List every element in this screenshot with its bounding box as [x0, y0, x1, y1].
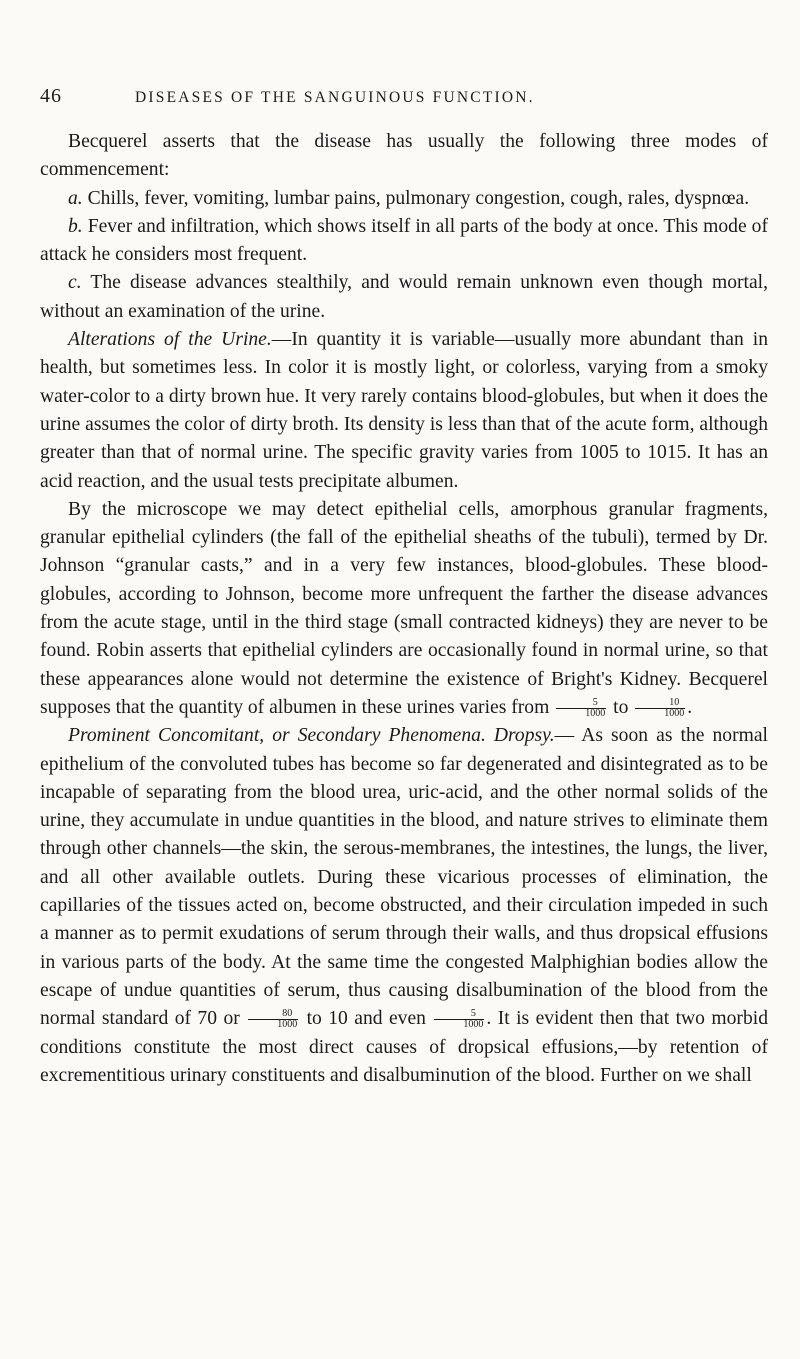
dropsy-mid-text: to 10 and even [306, 1008, 426, 1030]
mode-b-text: Fever and infiltration, which shows itself in all parts of the body at once. This mode of attack he considers most frequent. [40, 215, 768, 266]
page-header [40, 85, 770, 115]
fraction-numerator: 80 [248, 1009, 298, 1020]
fraction-denominator: 1000 [585, 707, 606, 719]
dropsy-text: — As soon as the normal epithelium of the convoluted tubes has become so far degenerated and disintegrated as to be incapable of separating from the blood urea, uric-acid, and the other normal solids of the urine, they accumulate in undue quantities in the blood, and nature strives to eliminate them through other channels—the skin, the serous-membranes, the intestines, the lungs, the liver, and all other available outlets. During these vicarious processes of elimination, the capillaries of the tissues acted on, become obstructed, and their circulation impeded in such a manner as to permit exudations of serum through their walls, and thus dropsical effusions in various parts of the body. At the same time the congested Malphighian bodies allow the escape of undue quantities of serum, thus causing disalbumination of the blood from the normal standard of 70 or [40, 725, 768, 1030]
dropsy-end-text: . It is evident then that two morbid conditions constitute the most direct causes of dropsical effusions,—by retention of excrementitious urinary constituents and disalbuminution of the blood. Further on we shall [40, 1008, 768, 1086]
fraction-numerator: 5 [556, 698, 606, 709]
urine-heading: Alterations of the Urine. [68, 329, 272, 351]
mode-a-paragraph [40, 185, 768, 213]
fraction-denominator: 1000 [463, 1019, 484, 1031]
microscope-paragraph [40, 496, 768, 722]
fraction-10-1000 [635, 698, 685, 719]
page-number: 46 [40, 85, 62, 107]
urine-text: —In quantity it is variable—usually more abundant than in health, but sometimes less. In color it is mostly light, or colorless, varying from a smoky water-color to a dirty brown hue. It very rarely contains blood-globules, but when it does the urine assumes the color of dirty broth. Its density is less than that of the acute form, although greater than that of normal urine. The specific gravity varies from 1005 to 1015. It has an acid reaction, and the usual tests precipitate albumen. [40, 329, 768, 492]
mode-b-label: b. [68, 215, 83, 237]
microscope-text: By the microscope we may detect epithelial cells, amorphous granular fragments, granular epithelial cylinders (the fall of the epithelial sheaths of the tubuli), termed by Dr. Johnson “granular casts,” and in a very few instances, blood-globules. These blood-globules, according to Johnson, become more unfrequent the farther the disease advances from the acute stage, until in the third stage (small contracted kidneys) they are never to be found. Robin asserts that epithelial cylinders are occasionally found in normal urine, so that these appearances alone would not determine the existence of Bright's Kidney. Becquerel supposes that the quantity of albumen in these urines varies from [40, 498, 768, 718]
sentence-period: . [687, 696, 693, 718]
urine-paragraph [40, 326, 768, 496]
mode-c-paragraph [40, 269, 768, 326]
fraction-5-1000-b [434, 1009, 484, 1030]
mode-a-text: Chills, fever, vomiting, lumbar pains, pulmonary congestion, cough, rales, dyspnœa. [87, 187, 750, 209]
fraction-numerator: 10 [635, 698, 685, 709]
mode-c-label: c. [68, 272, 82, 294]
fraction-80-1000 [248, 1009, 298, 1030]
page-body [40, 128, 768, 1090]
fraction-denominator: 1000 [664, 707, 685, 719]
fraction-denominator: 1000 [277, 1019, 298, 1031]
mode-c-text: The disease advances stealthily, and would remain unknown even though mortal, without an examination of the urine. [40, 272, 769, 322]
mode-b-paragraph [40, 213, 768, 270]
intro-paragraph: Becquerel asserts that the disease has usually the following three modes of commencement: [40, 131, 768, 181]
fraction-5-1000 [556, 698, 606, 719]
to-word: to [613, 696, 629, 718]
fraction-numerator: 5 [434, 1009, 484, 1020]
mode-a-label: a. [68, 187, 83, 209]
running-head: DISEASES OF THE SANGUINOUS FUNCTION. [135, 89, 535, 106]
dropsy-paragraph [40, 722, 768, 1090]
dropsy-heading: Prominent Concomitant, or Secondary Phenomena. Dropsy. [68, 725, 555, 747]
